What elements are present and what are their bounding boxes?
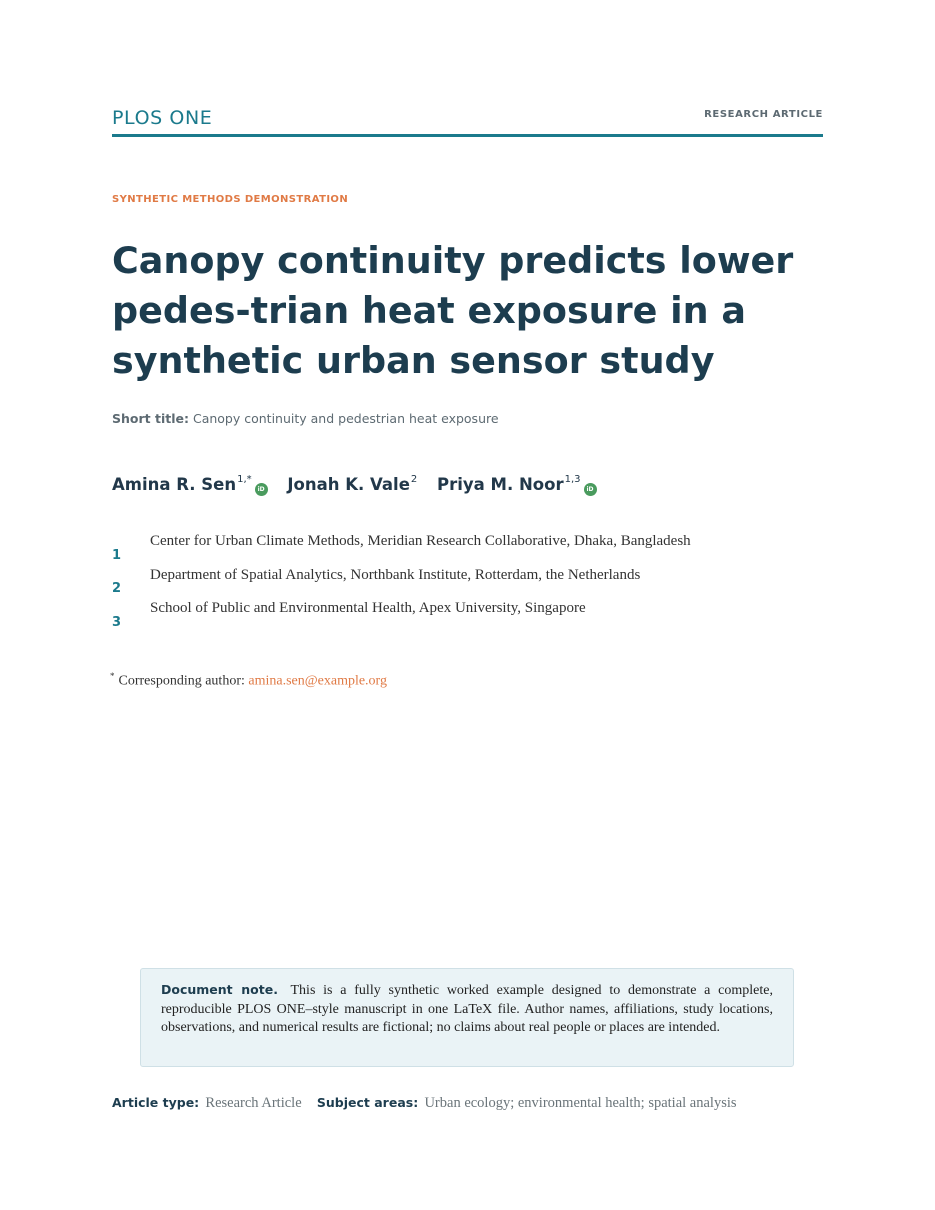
article-kind-label: RESEARCH ARTICLE [704, 109, 823, 120]
article-metadata [112, 1095, 749, 1112]
corresponding-author [110, 671, 387, 690]
author-name: Amina R. Sen [112, 475, 237, 494]
section-kicker: SYNTHETIC METHODS DEMONSTRATION [112, 194, 349, 205]
author-name: Priya M. Noor [437, 475, 564, 494]
corresponding-label: Corresponding author: [118, 673, 245, 689]
author [287, 474, 417, 494]
affiliation-number: 3 [112, 615, 122, 630]
journal-header [112, 104, 823, 137]
subject-areas-value: Urban ecology; environmental health; spatial analysis [424, 1095, 737, 1111]
document-note-label: Document note. [161, 982, 278, 997]
corresponding-email-link[interactable]: amina.sen@example.org [248, 673, 387, 689]
author-name: Jonah K. Vale [287, 475, 410, 494]
affiliation-number: 2 [112, 581, 122, 596]
affiliation-number: 1 [112, 548, 122, 563]
document-note [140, 968, 794, 1067]
author [112, 474, 268, 496]
article-type-label: Article type: [112, 1095, 200, 1110]
document-note-text: This is a fully synthetic worked example designed to demonstrate a complete, reproducible PLOS ONE–style manuscript in one LaTeX file. Author names, affiliations, study locations, observations, and numerical results are fictional; no claims about real people or places are intended. [161, 983, 773, 1035]
short-title [112, 411, 499, 426]
author-affiliation-marker: 2 [410, 474, 418, 485]
orcid-icon[interactable]: iD [584, 483, 597, 496]
author-list [112, 474, 611, 496]
subject-areas-label: Subject areas: [316, 1095, 419, 1110]
author-affiliation-marker: 1,3 [564, 474, 581, 485]
author-affiliation-marker: 1,* [237, 474, 252, 485]
affiliation-text: Department of Spatial Analytics, Northbank Institute, Rotterdam, the Netherlands [150, 567, 641, 583]
short-title-label: Short title: [112, 411, 189, 426]
journal-name: PLOS ONE [112, 107, 213, 129]
article-type-value: Research Article [205, 1095, 302, 1111]
short-title-value: Canopy continuity and pedestrian heat exposure [192, 411, 499, 426]
article-title: Canopy continuity predicts lower pedes-trian heat exposure in a synthetic urban sensor study [112, 239, 794, 382]
orcid-icon[interactable]: iD [255, 483, 268, 496]
author [437, 474, 596, 496]
affiliation-text: School of Public and Environmental Health, Apex University, Singapore [150, 600, 586, 616]
corresponding-marker: * [110, 671, 115, 681]
affiliation-text: Center for Urban Climate Methods, Meridian Research Collaborative, Dhaka, Bangladesh [150, 533, 691, 549]
